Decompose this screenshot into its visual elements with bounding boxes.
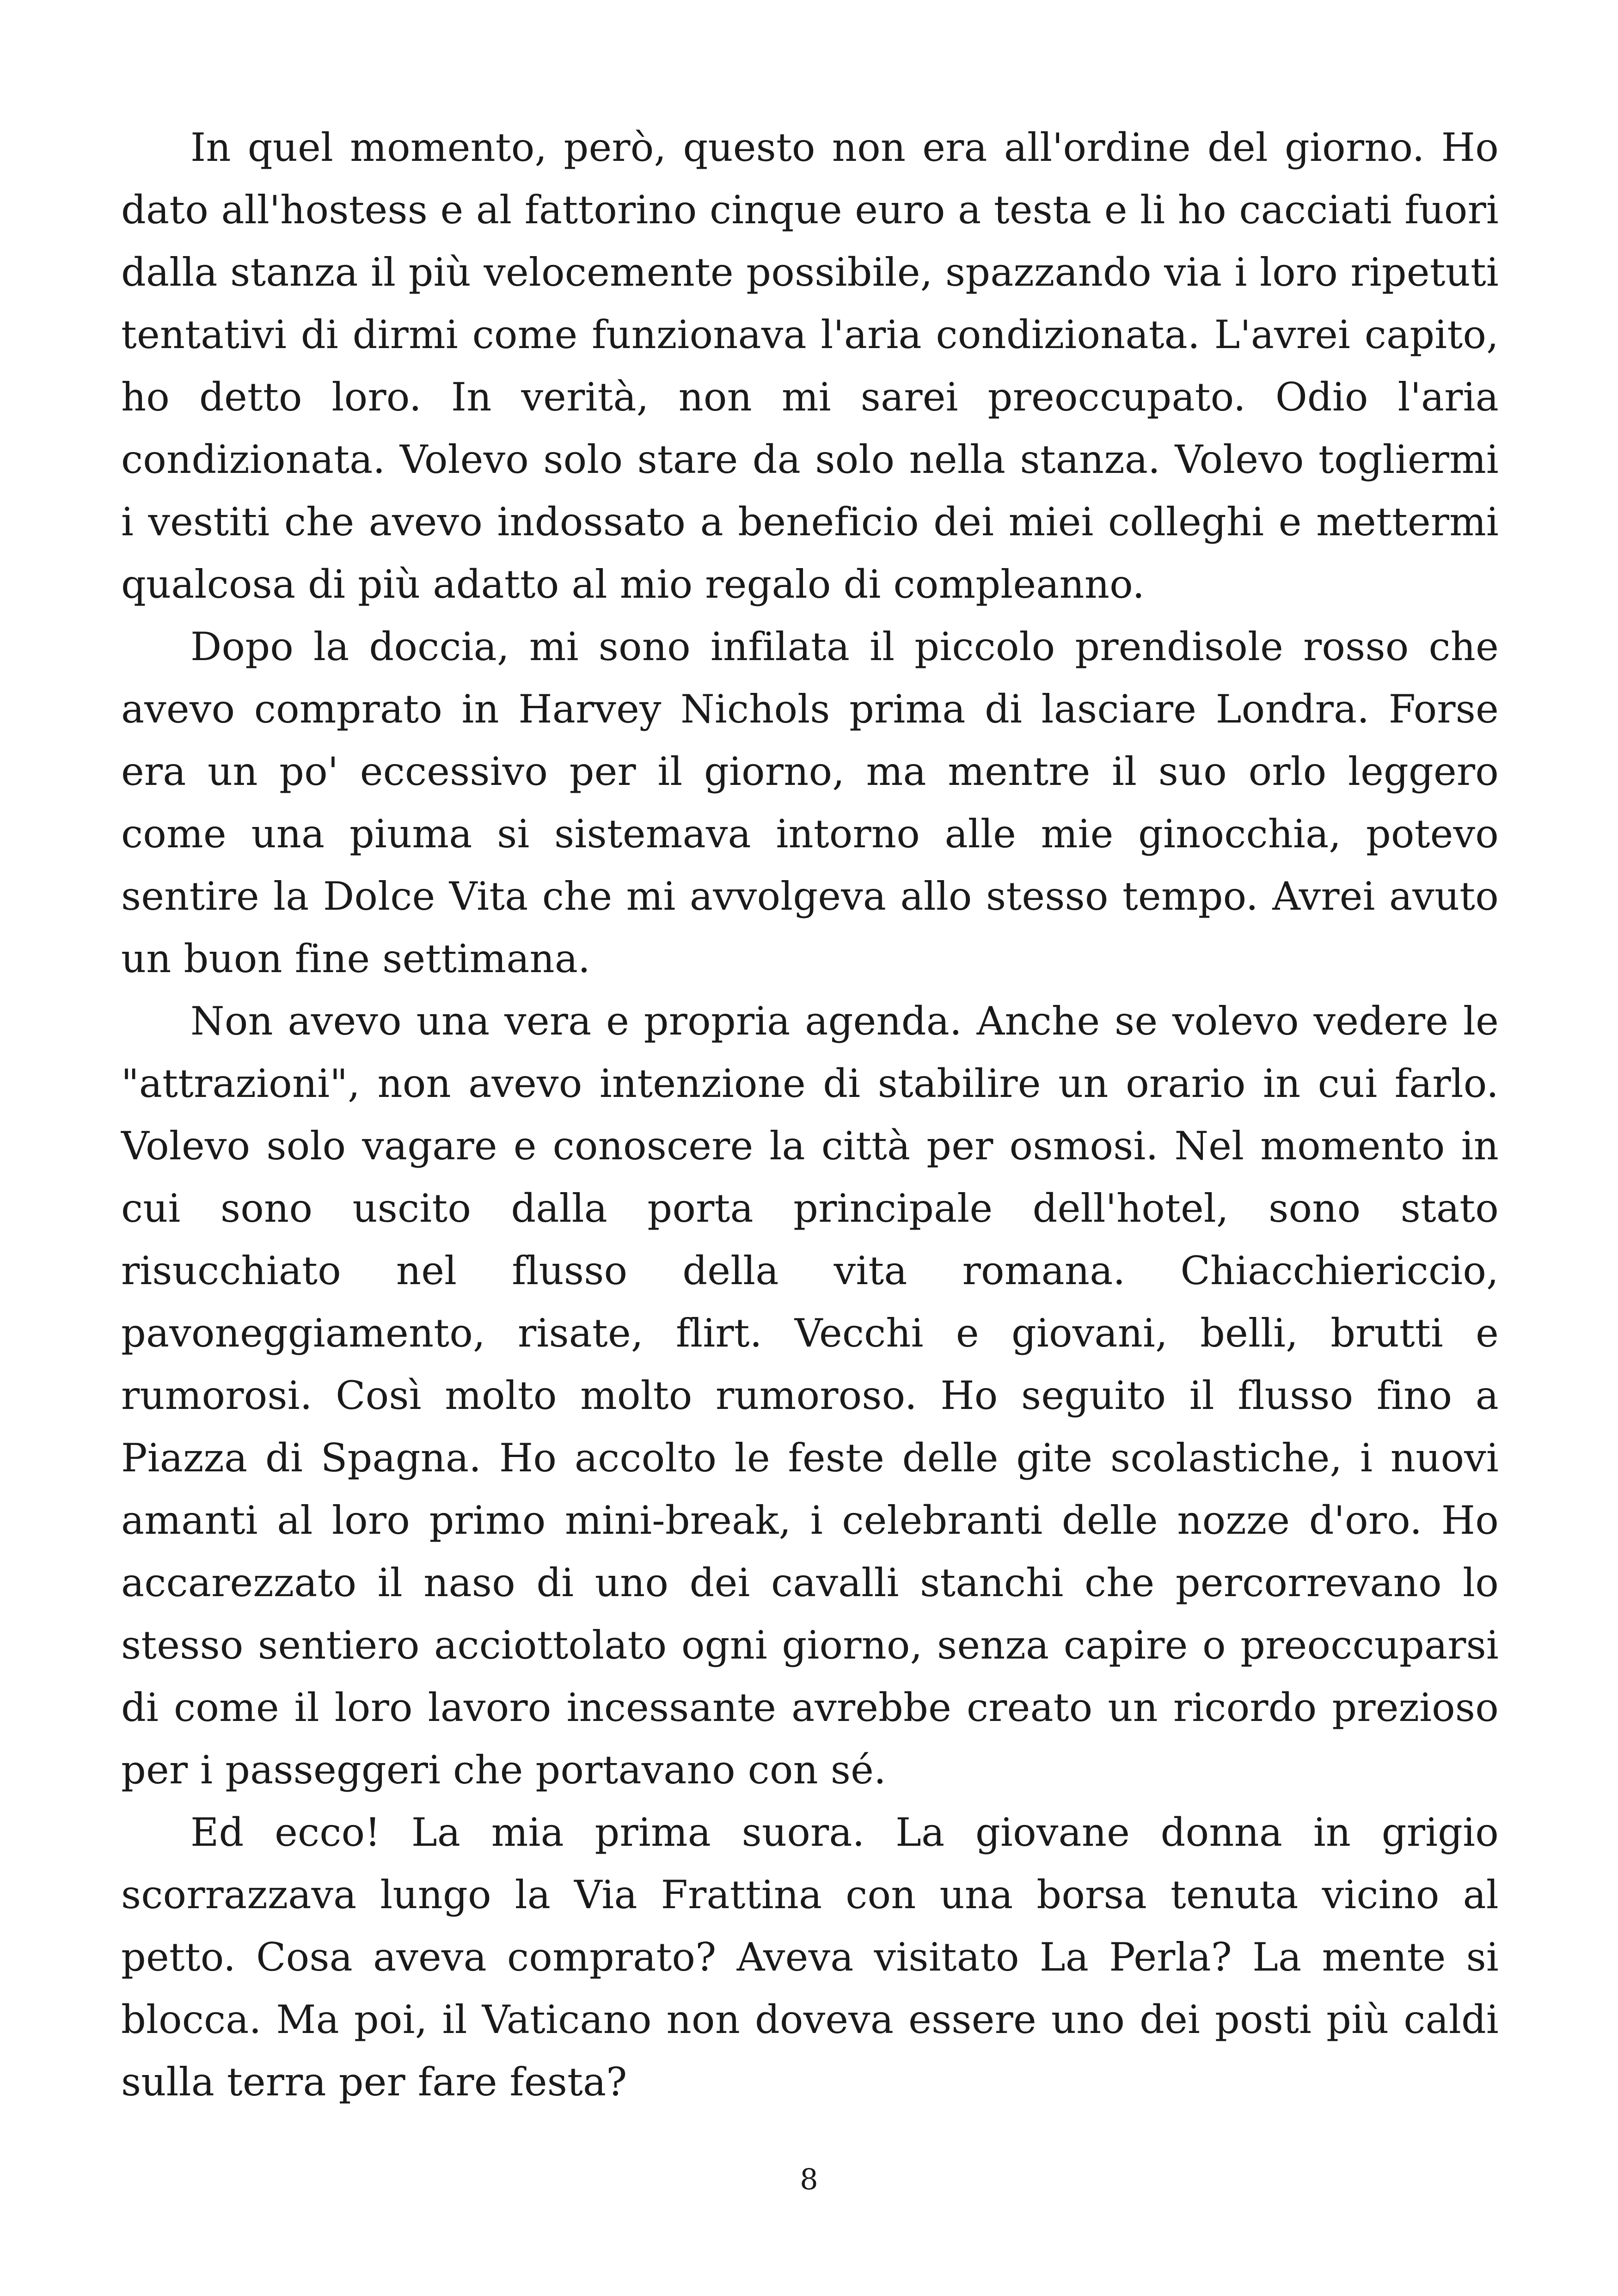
page-number: 8 xyxy=(800,2162,818,2196)
paragraph-3: Non avevo una vera e propria agenda. Anche se volevo vedere le "attrazioni", non avevo intenzione di stabilire un orario in cui farlo. Volevo solo vagare e conoscere la città per osmosi. Nel momento in cui sono uscito dalla porta principale dell'hotel, sono stato risucchiato nel flusso della vita romana. Chiacchiericcio, pavoneggiamento, risate, flirt. Vecchi e giovani, belli, brutti e rumorosi. Così molto molto rumoroso. Ho seguito il flusso fino a Piazza di Spagna. Ho accolto le feste delle gite scolastiche, i nuovi amanti al loro primo mini-break, i celebranti delle nozze d'oro. Ho accarezzato il naso di uno dei cavalli stanchi che percorrevano lo stesso sentiero acciottolato ogni giorno, senza capire o preoccuparsi di come il loro lavoro incessante avrebbe creato un ricordo prezioso per i passeggeri che portavano con sé. xyxy=(121,998,1499,1793)
paragraph-4: Ed ecco! La mia prima suora. La giovane donna in grigio scorrazzava lungo la Via Frattina con una borsa tenuta vicino al petto. Cosa aveva comprato? Aveva visitato La Perla? La mente si blocca. Ma poi, il Vaticano non doveva essere uno dei posti più caldi sulla terra per fare festa? xyxy=(121,1810,1499,2105)
paragraph-1: In quel momento, però, questo non era all'ordine del giorno. Ho dato all'hostess e al fattorino cinque euro a testa e li ho cacciati fuori dalla stanza il più velocemente possibile, spazzando via i loro ripetuti tentativi di dirmi come funzionava l'aria condizionata. L'avrei capito, ho detto loro. In verità, non mi sarei preoccupato. Odio l'aria condizionata. Volevo solo stare da solo nella stanza. Volevo togliermi i vestiti che avevo indossato a beneficio dei miei colleghi e mettermi qualcosa di più adatto al mio regalo di compleanno. xyxy=(121,125,1499,607)
paragraph-2: Dopo la doccia, mi sono infilata il piccolo prendisole rosso che avevo comprato in Harvey Nichols prima di lasciare Londra. Forse era un po' eccessivo per il giorno, ma mentre il suo orlo leggero come una piuma si sistemava intorno alle mie ginocchia, potevo sentire la Dolce Vita che mi avvolgeva allo stesso tempo. Avrei avuto un buon fine settimana. xyxy=(121,624,1499,981)
body-text xyxy=(121,116,1499,2113)
